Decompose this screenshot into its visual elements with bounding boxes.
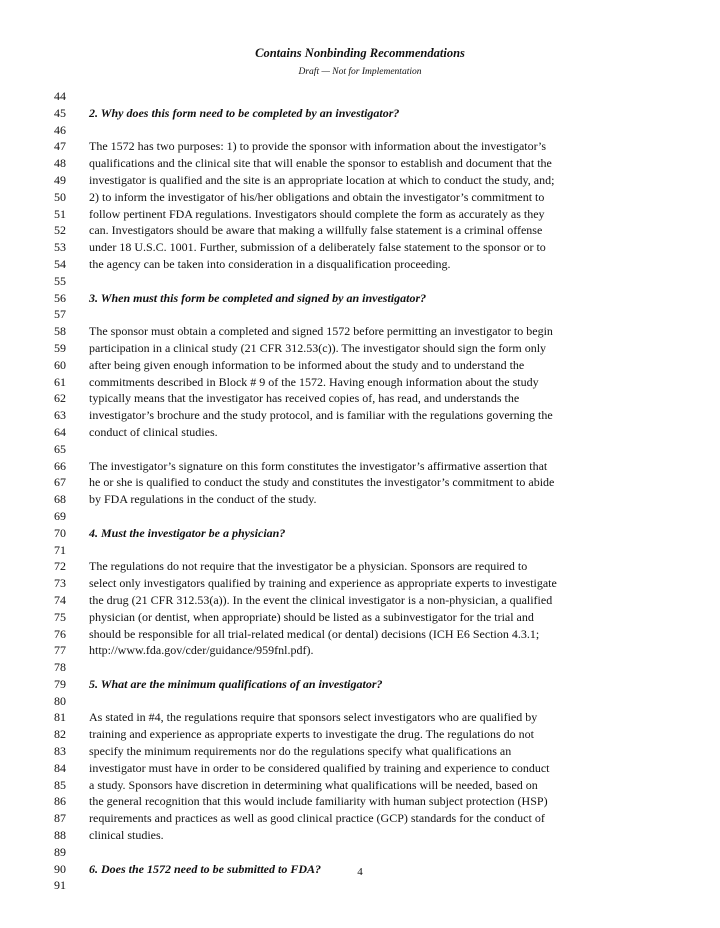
section-heading: 4. Must the investigator be a physician? — [89, 525, 286, 540]
line-number: 64 — [54, 424, 66, 439]
text-line — [0, 844, 720, 861]
line-text: select only investigators qualified by training and experience as appropriate experts to investigate — [89, 576, 557, 591]
line-text: the drug (21 CFR 312.53(a)). In the event the clinical investigator is a non-physician, a qualified — [89, 592, 553, 607]
text-line — [0, 424, 720, 441]
text-line — [0, 575, 720, 592]
text-line — [0, 777, 720, 794]
line-number: 60 — [54, 357, 66, 372]
section-heading: 3. When must this form be completed and signed by an investigator? — [89, 290, 427, 305]
line-text: the general recognition that this would include familiarity with human subject protection (HSP) — [89, 794, 548, 809]
line-number: 44 — [54, 89, 66, 103]
text-line — [0, 542, 720, 559]
line-number: 89 — [54, 844, 66, 859]
line-number: 61 — [54, 374, 66, 389]
line-number: 56 — [54, 290, 66, 305]
line-number: 83 — [54, 744, 66, 759]
line-text: follow pertinent FDA regulations. Investigators should complete the form as accurately as they — [89, 206, 545, 221]
line-number: 86 — [54, 794, 66, 809]
line-text: The regulations do not require that the investigator be a physician. Sponsors are required to — [89, 559, 528, 574]
text-line — [0, 306, 720, 323]
text-line — [0, 693, 720, 710]
line-text: investigator is qualified and the site is an appropriate location at which to conduct the study, and; — [89, 172, 555, 187]
line-text: training and experience as appropriate experts to investigate the drug. The regulations do not — [89, 727, 534, 742]
line-number: 91 — [54, 878, 66, 893]
page-number: 4 — [357, 866, 363, 878]
line-text: by FDA regulations in the conduct of the study. — [89, 492, 317, 507]
line-number: 65 — [54, 441, 66, 456]
line-text: conduct of clinical studies. — [89, 424, 218, 439]
text-line — [0, 189, 720, 206]
line-number: 74 — [54, 592, 66, 607]
line-number: 54 — [54, 256, 66, 271]
line-number: 47 — [54, 139, 66, 154]
line-number: 77 — [54, 643, 66, 658]
line-number: 55 — [54, 273, 66, 288]
line-text: investigator’s brochure and the study protocol, and is familiar with the regulations governing the — [89, 408, 553, 423]
text-line — [0, 239, 720, 256]
text-line — [0, 726, 720, 743]
text-line — [0, 122, 720, 139]
text-line — [0, 491, 720, 508]
line-text: As stated in #4, the regulations require that sponsors select investigators who are qualified by — [89, 710, 538, 725]
section-heading: 6. Does the 1572 need to be submitted to FDA? — [89, 861, 321, 876]
line-text: investigator must have in order to be considered qualified by training and experience to conduct — [89, 760, 550, 775]
text-line — [0, 810, 720, 827]
text-line — [0, 877, 720, 894]
text-line — [0, 172, 720, 189]
line-number: 51 — [54, 206, 66, 221]
line-text: The 1572 has two purposes: 1) to provide the sponsor with information about the investigator’s — [89, 139, 547, 154]
line-number: 53 — [54, 240, 66, 255]
text-line — [0, 458, 720, 475]
line-number: 78 — [54, 660, 66, 675]
line-text: 2) to inform the investigator of his/her obligations and obtain the investigator’s commitment to — [89, 189, 545, 204]
section-heading-line — [0, 525, 720, 542]
text-line — [0, 357, 720, 374]
line-number: 48 — [54, 156, 66, 171]
line-number: 73 — [54, 576, 66, 591]
line-number: 59 — [54, 340, 66, 355]
section-heading-line — [0, 290, 720, 307]
text-line — [0, 508, 720, 525]
line-number: 82 — [54, 727, 66, 742]
line-text: after being given enough information to be informed about the study and to understand the — [89, 357, 525, 372]
line-text: the agency can be taken into consideration in a disqualification proceeding. — [89, 256, 451, 271]
line-number: 57 — [54, 307, 66, 322]
text-line — [0, 390, 720, 407]
line-number: 66 — [54, 458, 66, 473]
line-number: 63 — [54, 408, 66, 423]
text-line — [0, 441, 720, 458]
text-line — [0, 88, 720, 105]
line-number: 62 — [54, 391, 66, 406]
document-body — [0, 88, 720, 894]
line-text: should be responsible for all trial-related medical (or dental) decisions (ICH E6 Section 4.3.1; — [89, 626, 540, 641]
text-line — [0, 155, 720, 172]
line-number: 50 — [54, 189, 66, 204]
line-number: 70 — [54, 525, 66, 540]
line-text: The investigator’s signature on this form constitutes the investigator’s affirmative assertion that — [89, 458, 548, 473]
line-number: 71 — [54, 542, 66, 557]
text-line — [0, 793, 720, 810]
text-line — [0, 138, 720, 155]
line-text: he or she is qualified to conduct the study and constitutes the investigator’s commitment to abide — [89, 475, 555, 490]
line-text: requirements and practices as well as good clinical practice (GCP) standards for the conduct of — [89, 811, 545, 826]
line-text: clinical studies. — [89, 828, 164, 843]
line-text: can. Investigators should be aware that making a willfully false statement is a criminal offense — [89, 223, 543, 238]
line-number: 69 — [54, 508, 66, 523]
line-number: 45 — [54, 105, 66, 120]
line-number: 90 — [54, 861, 66, 876]
line-number: 52 — [54, 223, 66, 238]
text-line — [0, 340, 720, 357]
text-line — [0, 558, 720, 575]
text-line — [0, 827, 720, 844]
text-line — [0, 659, 720, 676]
text-line — [0, 709, 720, 726]
line-number: 81 — [54, 710, 66, 725]
line-number: 46 — [54, 122, 66, 137]
text-line — [0, 323, 720, 340]
text-line — [0, 592, 720, 609]
text-line — [0, 474, 720, 491]
line-text: participation in a clinical study (21 CFR 312.53(c)). The investigator should sign the form only — [89, 340, 547, 355]
line-number: 88 — [54, 828, 66, 843]
text-line — [0, 206, 720, 223]
line-number: 84 — [54, 760, 66, 775]
line-number: 85 — [54, 777, 66, 792]
line-text: physician (or dentist, when appropriate) should be listed as a subinvestigator for the trial and — [89, 609, 534, 624]
section-heading-line — [0, 676, 720, 693]
line-number: 67 — [54, 475, 66, 490]
line-text: specify the minimum requirements nor do the regulations specify what qualifications an — [89, 744, 512, 759]
text-line — [0, 760, 720, 777]
line-number: 80 — [54, 693, 66, 708]
line-number: 58 — [54, 324, 66, 339]
text-line — [0, 256, 720, 273]
section-heading: 5. What are the minimum qualifications of an investigator? — [89, 676, 383, 691]
text-line — [0, 626, 720, 643]
line-number: 49 — [54, 172, 66, 187]
text-line — [0, 642, 720, 659]
text-line — [0, 609, 720, 626]
line-text: a study. Sponsors have discretion in determining what qualifications will be needed, based on — [89, 777, 538, 792]
line-number: 79 — [54, 676, 66, 691]
section-heading-line — [0, 105, 720, 122]
line-text: The sponsor must obtain a completed and signed 1572 before permitting an investigator to begin — [89, 324, 553, 339]
line-number: 72 — [54, 559, 66, 574]
text-line — [0, 407, 720, 424]
line-text: commitments described in Block # 9 of the 1572. Having enough information about the study — [89, 374, 539, 389]
document-header-title: Contains Nonbinding Recommendations — [255, 46, 465, 60]
section-heading: 2. Why does this form need to be completed by an investigator? — [89, 105, 400, 120]
document-header-subtitle: Draft — Not for Implementation — [298, 67, 422, 77]
text-line — [0, 273, 720, 290]
line-number: 76 — [54, 626, 66, 641]
text-line — [0, 743, 720, 760]
line-number: 68 — [54, 492, 66, 507]
line-text: qualifications and the clinical site that will enable the sponsor to establish and document that the — [89, 156, 552, 171]
line-text: typically means that the investigator has received copies of, has read, and understands the — [89, 391, 520, 406]
text-line — [0, 222, 720, 239]
line-text: under 18 U.S.C. 1001. Further, submission of a deliberately false statement to the sponsor or to — [89, 240, 546, 255]
line-number: 75 — [54, 609, 66, 624]
text-line — [0, 374, 720, 391]
line-text: http://www.fda.gov/cder/guidance/959fnl.pdf). — [89, 643, 314, 658]
line-number: 87 — [54, 811, 66, 826]
